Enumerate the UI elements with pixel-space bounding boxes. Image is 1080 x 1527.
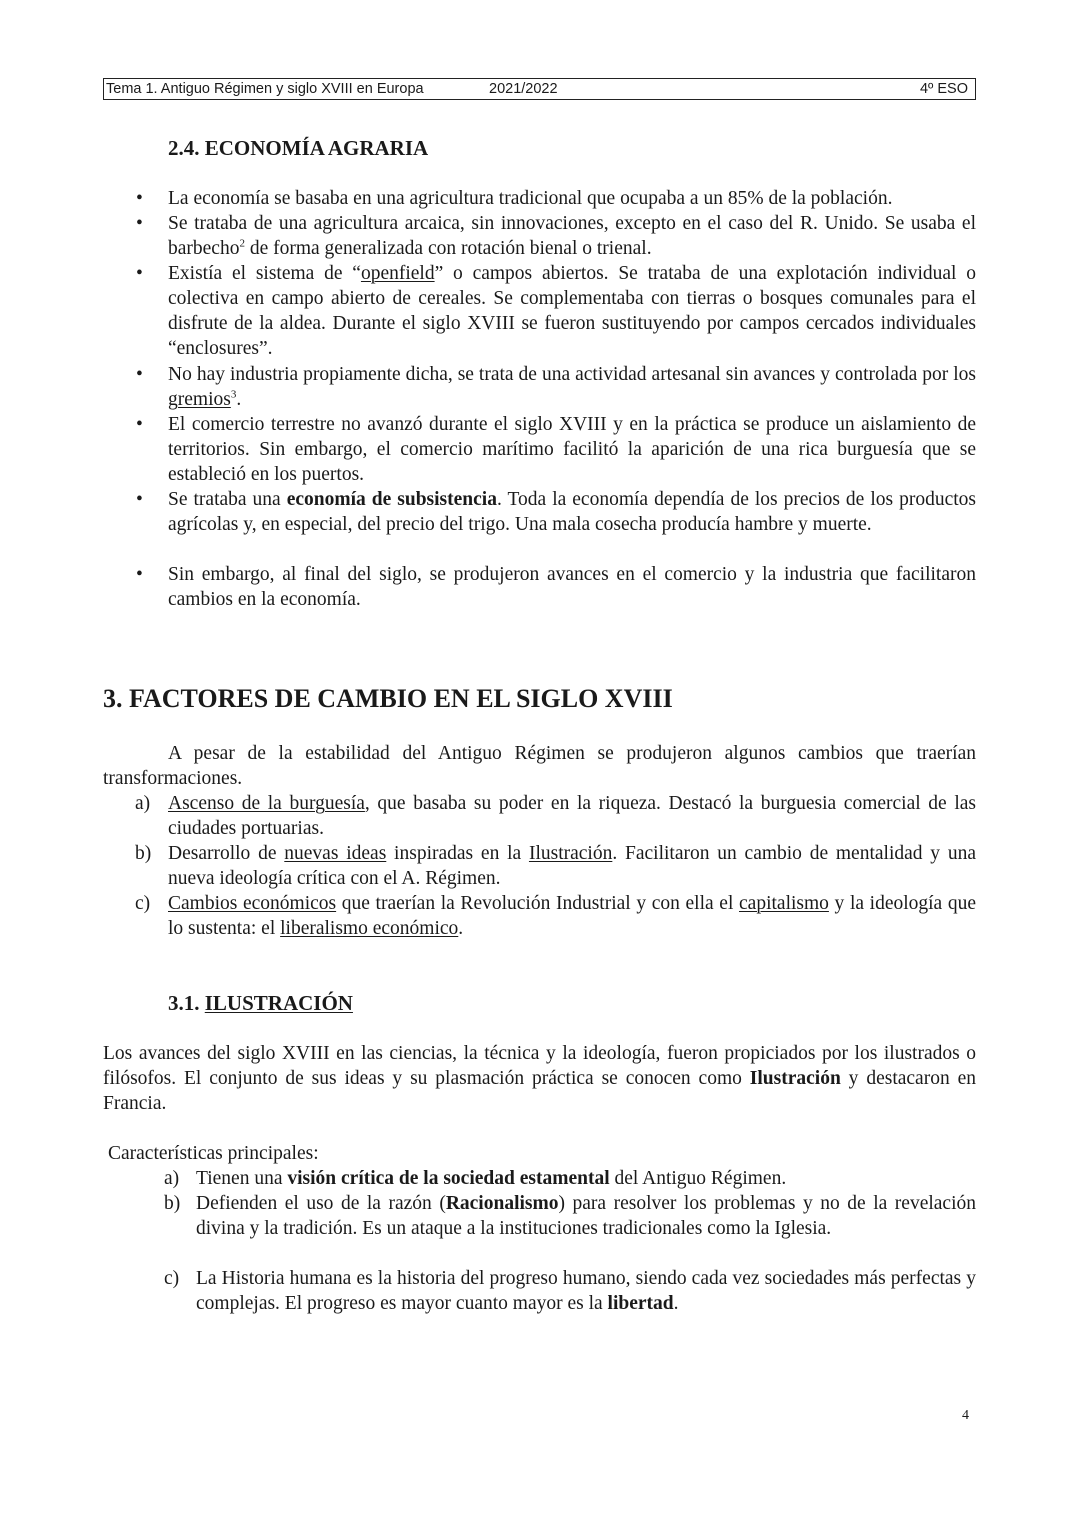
bullet-text: La economía se basaba en una agricultura tradicional que ocupaba a un 85% de la población.: [168, 188, 893, 209]
term-openfield: openfield: [360, 263, 435, 284]
bullet-icon: •: [136, 414, 143, 435]
bullet-text: No hay industria propiamente dicha, se trata de una actividad artesanal sin avances y controlada por los gremios$^3$.: [168, 364, 976, 410]
list-text: Cambios económicos que traerían la Revolución Industrial y con ella el capitalismo y la ideología que lo sustenta: el liberalismo económico.: [168, 893, 977, 939]
list-item: [103, 412, 976, 487]
bullet-text: El comercio terrestre no avanzó durante el siglo XVIII y en la práctica se produce un aislamiento de territorios. Sin embargo, el comercio marítimo facilitó la aparición de una rica burguesía que se estableció en los puertos.: [168, 414, 976, 485]
list-item: [103, 362, 976, 412]
list-item: [135, 891, 976, 941]
list-item: [103, 211, 976, 261]
list-item: [135, 791, 976, 841]
list-marker: c): [135, 893, 151, 914]
list-text: Desarrollo de nuevas ideas inspiradas en la Ilustración. Facilitaron un cambio de mentalidad y una nueva ideología crítica con el A. Régimen.: [168, 843, 976, 889]
bullet-icon: •: [136, 188, 143, 209]
page-header: [103, 78, 976, 100]
section-3-heading: 3. FACTORES DE CAMBIO EN EL SIGLO XVIII: [103, 684, 673, 713]
bullet-icon: •: [136, 364, 143, 385]
list-marker: a): [164, 1168, 180, 1189]
list-text: Defienden el uso de la razón (Racionalismo) para resolver los problemas y no de la revelación divina y la tradición. Es un ataque a la instituciones tradicionales como la Iglesia.: [196, 1193, 976, 1239]
section-3-intro: A pesar de la estabilidad del Antiguo Régimen se produjeron algunos cambios que traerían transformaciones.: [103, 743, 976, 789]
bullet-icon: •: [136, 213, 143, 234]
bullet-text: Sin embargo, al final del siglo, se produjeron avances en el comercio y la industria que facilitaron cambios en la economía.: [168, 564, 976, 610]
list-item: [164, 1191, 976, 1241]
bullet-icon: •: [136, 489, 143, 510]
section-3-1-paragraph: Los avances del siglo XVIII en las ciencias, la técnica y la ideología, fueron propiciados por los ilustrados o filósofos. El conjunto de sus ideas y su plasmación práctica se conocen como Ilustración y destacaron en Francia.: [103, 1043, 976, 1114]
list-text: Ascenso de la burguesía, que basaba su poder en la riqueza. Destacó la burguesia comercial de las ciudades portuarias.: [168, 793, 976, 839]
section-2-4-heading: 2.4. ECONOMÍA AGRARIA: [168, 136, 429, 160]
list-item: [103, 261, 976, 361]
section-3-1-heading: 3.1. ILUSTRACIÓN: [168, 991, 353, 1015]
characteristics-title: Características principales:: [108, 1143, 319, 1164]
list-marker: b): [135, 843, 152, 864]
list-item: [164, 1166, 976, 1191]
header-level: 4º ESO: [919, 81, 968, 97]
list-text: La Historia humana es la historia del progreso humano, siendo cada vez sociedades más perfectas y complejas. El progreso es mayor cuanto mayor es la libertad.: [196, 1268, 976, 1314]
bullet-text: Se trataba una economía de subsistencia. Toda la economía dependía de los precios de los productos agrícolas y, en especial, del precio del trigo. Una mala cosecha producía hambre y muerte.: [168, 489, 976, 535]
term-gremios: gremios: [168, 389, 231, 410]
list-marker: b): [164, 1193, 181, 1214]
footnote-ref: 2: [239, 237, 245, 250]
bullet-text: Se trataba de una agricultura arcaica, sin innovaciones, excepto en el caso del R. Unido. Se usaba el barbecho$^2$ de forma generalizada con rotación bienal o trienal.: [168, 213, 976, 259]
list-item: [103, 186, 976, 211]
bullet-icon: •: [136, 263, 143, 284]
list-text: Tienen una visión crítica de la sociedad estamental del Antiguo Régimen.: [196, 1168, 787, 1189]
list-item: [135, 841, 976, 891]
header-title: Tema 1. Antiguo Régimen y siglo XVIII en Europa: [106, 81, 424, 97]
list-item: [103, 562, 976, 612]
list-marker: a): [135, 793, 151, 814]
bullet-text: Existía el sistema de “openfield” o campos abiertos. Se trataba de una explotación individual o colectiva en campo abierto de cereales. Se complementaba con tierras o bosques comunales para el disfrute de la aldea. Durante el siglo XVIII se fueron sustituyendo por campos cercados individuales “enclosures”.: [168, 263, 976, 359]
header-year: 2021/2022: [489, 81, 558, 97]
list-item: [164, 1266, 976, 1316]
footnote-ref: 3: [230, 388, 237, 401]
bullet-icon: •: [136, 564, 143, 585]
page-number: 4: [962, 1408, 969, 1423]
list-marker: c): [164, 1268, 180, 1289]
list-item: [103, 487, 976, 537]
